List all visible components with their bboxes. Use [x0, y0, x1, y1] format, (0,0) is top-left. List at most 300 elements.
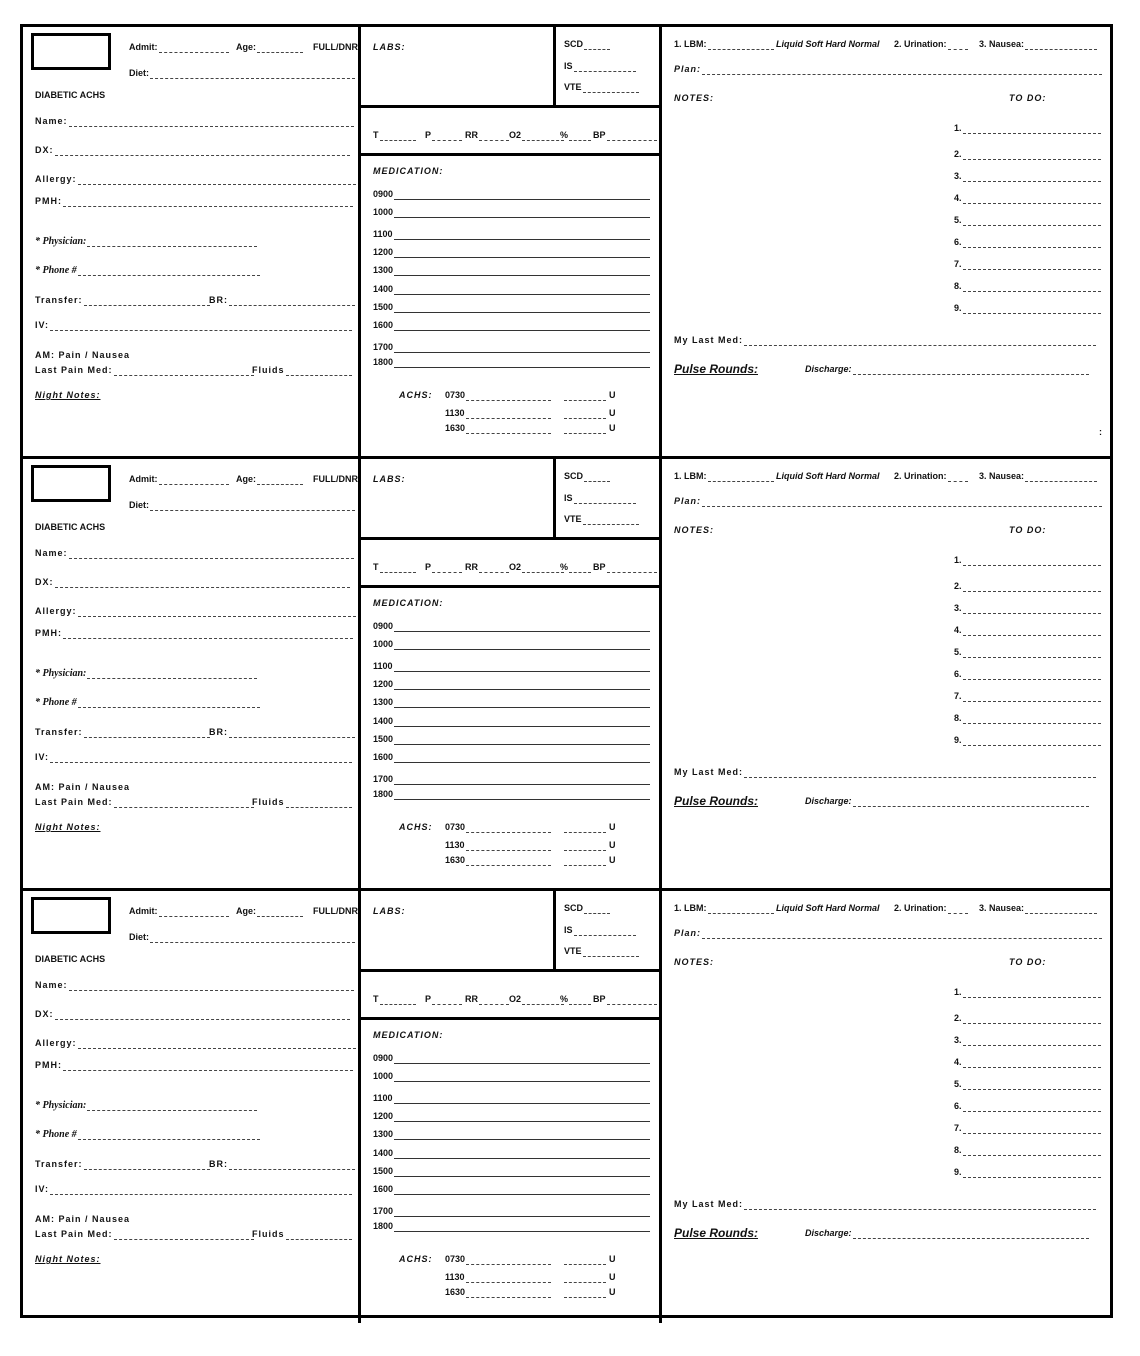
plan-field-blank-line[interactable]: [702, 498, 1102, 507]
medication-time-row-label: 1600: [373, 320, 394, 330]
medication-time-row-blank-line[interactable]: [394, 286, 650, 295]
todo-item: [954, 1145, 1101, 1156]
name-field-blank-line[interactable]: [69, 982, 354, 991]
temp-field-blank-line[interactable]: [380, 132, 416, 141]
achs-time-row-blank-line[interactable]: [466, 1289, 551, 1298]
bp-field-label: BP: [593, 994, 606, 1004]
todo-item: [954, 603, 1101, 614]
achs-label-label: ACHS:: [399, 390, 433, 400]
medication-time-row-blank-line[interactable]: [394, 344, 650, 353]
scd-field-label: SCD: [564, 903, 584, 913]
transfer-field-label: Transfer:: [35, 727, 83, 737]
vte-field-blank-line[interactable]: [583, 948, 639, 957]
patient-info-panel: [23, 459, 361, 891]
diabetic-achs-label-label: DIABETIC ACHS: [35, 90, 106, 100]
diet-field-label: Diet:: [129, 68, 149, 78]
todo-item-blank-line[interactable]: [963, 605, 1101, 614]
achs-time-row-blank-line[interactable]: [466, 425, 551, 434]
lbm-field-blank-line[interactable]: [708, 41, 774, 50]
notes-label-label: NOTES:: [674, 957, 715, 967]
is-field-label: IS: [564, 493, 573, 503]
o2-field-label: O2: [509, 562, 522, 572]
todo-item-blank-line[interactable]: [963, 1147, 1101, 1156]
units-blank-line[interactable]: [564, 392, 606, 401]
discharge-field-blank-line[interactable]: [853, 1230, 1089, 1239]
transfer-field-blank-line[interactable]: [84, 729, 210, 738]
room-number-box[interactable]: [31, 33, 111, 70]
labs-medication-panel: [361, 27, 662, 459]
vte-field-blank-line[interactable]: [583, 516, 639, 525]
stool-options: [776, 903, 880, 914]
dx-field-blank-line[interactable]: [55, 1011, 350, 1020]
achs-time-row-blank-line[interactable]: [466, 1274, 551, 1283]
units-blank-line[interactable]: [564, 824, 606, 833]
diet-field-blank-line[interactable]: [150, 502, 355, 511]
todo-item-label: 3.: [954, 171, 962, 181]
rr-field: [465, 130, 509, 141]
medication-time-row-label: 1200: [373, 247, 394, 257]
todo-label-label: TO DO:: [1009, 525, 1047, 535]
allergy-field: [35, 174, 356, 185]
todo-item-label: 1.: [954, 123, 962, 133]
todo-item-blank-line[interactable]: [963, 557, 1101, 566]
medication-time-row-blank-line[interactable]: [394, 1073, 650, 1082]
admit-field: [129, 906, 229, 917]
medication-time-row-blank-line[interactable]: [394, 1208, 650, 1217]
pmh-field: [35, 1060, 353, 1071]
todo-item-blank-line[interactable]: [963, 583, 1101, 592]
medication-time-row-blank-line[interactable]: [394, 1168, 650, 1177]
stool-options-label: Liquid Soft Hard Normal: [776, 471, 880, 481]
medication-time-row-blank-line[interactable]: [394, 1150, 650, 1159]
todo-item-label: 9.: [954, 1167, 962, 1177]
room-number-box[interactable]: [31, 465, 111, 502]
todo-item-blank-line[interactable]: [963, 693, 1101, 702]
todo-item: [954, 303, 1101, 314]
phone-field-label: * Phone #: [35, 697, 77, 708]
br-field-blank-line[interactable]: [229, 297, 355, 306]
discharge-field: [805, 364, 1089, 375]
o2-field-blank-line[interactable]: [522, 132, 564, 141]
br-field: [209, 727, 355, 738]
medication-time-row-label: 1000: [373, 1071, 394, 1081]
medication-time-row-label: 0900: [373, 1053, 394, 1063]
todo-item-blank-line[interactable]: [963, 173, 1101, 182]
night-notes-label: [35, 822, 101, 833]
br-field-blank-line[interactable]: [229, 729, 355, 738]
insulin-units-field-label: U: [609, 390, 616, 400]
diet-field: [129, 68, 355, 79]
temp-field: [373, 130, 416, 141]
lbm-field-blank-line[interactable]: [708, 473, 774, 482]
night-notes-label-label: Night Notes:: [35, 822, 101, 832]
patient-info-panel: [23, 891, 361, 1323]
pmh-field: [35, 196, 353, 207]
transfer-field-blank-line[interactable]: [84, 297, 210, 306]
insulin-units-field-label: U: [609, 855, 616, 865]
todo-item: [954, 581, 1101, 592]
todo-item-label: 4.: [954, 1057, 962, 1067]
medication-time-row-blank-line[interactable]: [394, 359, 650, 368]
medication-time-row-blank-line[interactable]: [394, 681, 650, 690]
plan-field-blank-line[interactable]: [702, 930, 1102, 939]
medication-time-row: [373, 1129, 650, 1140]
allergy-field-label: Allergy:: [35, 606, 77, 616]
pulse-rounds-label: [674, 364, 758, 375]
bp-field-blank-line[interactable]: [607, 564, 657, 573]
medication-time-row-blank-line[interactable]: [394, 304, 650, 313]
todo-item-label: 5.: [954, 647, 962, 657]
o2-field: [509, 130, 564, 141]
medication-time-row: [373, 247, 650, 258]
todo-item: [954, 691, 1101, 702]
allergy-field-blank-line[interactable]: [78, 1040, 356, 1049]
plan-field-blank-line[interactable]: [702, 66, 1102, 75]
medication-time-row-blank-line[interactable]: [394, 623, 650, 632]
admit-field: [129, 42, 229, 53]
todo-item-label: 7.: [954, 1123, 962, 1133]
medication-time-row-blank-line[interactable]: [394, 776, 650, 785]
medication-time-row-blank-line[interactable]: [394, 791, 650, 800]
todo-item-label: 2.: [954, 149, 962, 159]
lbm-field: [674, 39, 774, 50]
todo-item-label: 2.: [954, 1013, 962, 1023]
todo-item-blank-line[interactable]: [963, 1081, 1101, 1090]
admit-field-blank-line[interactable]: [159, 476, 229, 485]
achs-time-row-blank-line[interactable]: [466, 824, 551, 833]
todo-item-blank-line[interactable]: [963, 151, 1101, 160]
fluids-field-blank-line[interactable]: [286, 799, 352, 808]
medication-time-row-blank-line[interactable]: [394, 663, 650, 672]
plan-field: [674, 928, 1102, 939]
scd-field-blank-line[interactable]: [584, 41, 610, 50]
plan-field-label: Plan:: [674, 496, 702, 506]
medication-time-row-blank-line[interactable]: [394, 1223, 650, 1232]
units-blank-line[interactable]: [564, 410, 606, 419]
my-last-med-field-blank-line[interactable]: [744, 337, 1096, 346]
is-field-blank-line[interactable]: [574, 495, 636, 504]
admit-field-blank-line[interactable]: [159, 44, 229, 53]
todo-item-label: 4.: [954, 625, 962, 635]
units-blank-line[interactable]: [564, 857, 606, 866]
achs-time-row-blank-line[interactable]: [466, 857, 551, 866]
o2-field-blank-line[interactable]: [522, 996, 564, 1005]
admit-field-blank-line[interactable]: [159, 908, 229, 917]
iv-field-blank-line[interactable]: [50, 754, 352, 763]
prophylaxis-box: [556, 891, 662, 972]
physician-field-blank-line[interactable]: [87, 238, 257, 247]
todo-item-blank-line[interactable]: [963, 1059, 1101, 1068]
medication-time-row: [373, 342, 650, 353]
scd-field: [564, 471, 610, 482]
medication-time-row-label: 1200: [373, 1111, 394, 1121]
pmh-field-blank-line[interactable]: [63, 630, 353, 639]
medication-time-row-blank-line[interactable]: [394, 209, 650, 218]
vte-field: [564, 946, 639, 957]
medication-time-row-blank-line[interactable]: [394, 718, 650, 727]
medication-time-row-blank-line[interactable]: [394, 699, 650, 708]
discharge-field: [805, 796, 1089, 807]
night-notes-label-label: Night Notes:: [35, 390, 101, 400]
phone-field: [35, 265, 260, 276]
nausea-field-blank-line[interactable]: [1025, 905, 1097, 914]
name-field-blank-line[interactable]: [69, 550, 354, 559]
medication-time-row-blank-line[interactable]: [394, 754, 650, 763]
todo-label-label: TO DO:: [1009, 93, 1047, 103]
medication-time-row-blank-line[interactable]: [394, 322, 650, 331]
achs-label: [399, 822, 433, 833]
medication-time-row-label: 1000: [373, 207, 394, 217]
medication-time-row: [373, 621, 650, 632]
urination-field-blank-line[interactable]: [948, 905, 968, 914]
todo-item-blank-line[interactable]: [963, 737, 1101, 746]
medication-time-row-blank-line[interactable]: [394, 249, 650, 258]
age-field-blank-line[interactable]: [257, 476, 303, 485]
pmh-field-blank-line[interactable]: [63, 198, 353, 207]
achs-time-row-blank-line[interactable]: [466, 410, 551, 419]
phone-field-label: * Phone #: [35, 265, 77, 276]
todo-item-blank-line[interactable]: [963, 627, 1101, 636]
medication-time-row-blank-line[interactable]: [394, 1131, 650, 1140]
units-blank-line[interactable]: [564, 1274, 606, 1283]
pmh-field-label: PMH:: [35, 628, 62, 638]
physician-field: [35, 1100, 257, 1111]
todo-item-blank-line[interactable]: [963, 305, 1101, 314]
physician-field-blank-line[interactable]: [87, 1102, 257, 1111]
iv-field-blank-line[interactable]: [50, 322, 352, 331]
todo-item: [954, 1013, 1101, 1024]
pmh-field-blank-line[interactable]: [63, 1062, 353, 1071]
units-blank-line[interactable]: [564, 1289, 606, 1298]
dx-field-label: DX:: [35, 1009, 54, 1019]
code-status-label: FULL/DNR: [313, 906, 358, 916]
rr-field-blank-line[interactable]: [479, 996, 509, 1005]
iv-field-blank-line[interactable]: [50, 1186, 352, 1195]
last-pain-med-field-blank-line[interactable]: [114, 799, 254, 808]
todo-item-blank-line[interactable]: [963, 989, 1101, 998]
lbm-field: [674, 903, 774, 914]
todo-item: [954, 1079, 1101, 1090]
fluids-field-blank-line[interactable]: [286, 367, 352, 376]
todo-item-label: 2.: [954, 581, 962, 591]
insulin-units-field-label: U: [609, 840, 616, 850]
medication-time-row-blank-line[interactable]: [394, 1055, 650, 1064]
bp-field-blank-line[interactable]: [607, 996, 657, 1005]
todo-item-blank-line[interactable]: [963, 261, 1101, 270]
physician-field-label: * Physician:: [35, 668, 87, 679]
todo-item: [954, 987, 1101, 998]
phone-field-blank-line[interactable]: [78, 1131, 260, 1140]
todo-item-blank-line[interactable]: [963, 239, 1101, 248]
medication-time-row-blank-line[interactable]: [394, 736, 650, 745]
units-blank-line[interactable]: [564, 842, 606, 851]
medication-time-row-blank-line[interactable]: [394, 191, 650, 200]
diet-field-blank-line[interactable]: [150, 70, 355, 79]
my-last-med-field-label: My Last Med:: [674, 335, 744, 345]
insulin-units-field-label: U: [609, 822, 616, 832]
is-field: [564, 925, 636, 936]
scd-field: [564, 903, 610, 914]
medication-time-row-blank-line[interactable]: [394, 1113, 650, 1122]
medication-time-row-label: 1300: [373, 697, 394, 707]
dx-field: [35, 145, 350, 156]
todo-item-blank-line[interactable]: [963, 671, 1101, 680]
rr-field-blank-line[interactable]: [479, 132, 509, 141]
diet-field-blank-line[interactable]: [150, 934, 355, 943]
vte-field-label: VTE: [564, 82, 582, 92]
urination-field-blank-line[interactable]: [948, 41, 968, 50]
todo-label: [1009, 525, 1046, 536]
achs-time-row: [445, 822, 551, 833]
age-field-blank-line[interactable]: [257, 44, 303, 53]
scd-field-blank-line[interactable]: [584, 905, 610, 914]
age-field-blank-line[interactable]: [257, 908, 303, 917]
discharge-field-blank-line[interactable]: [853, 798, 1089, 807]
todo-item-blank-line[interactable]: [963, 649, 1101, 658]
temp-field: [373, 994, 416, 1005]
units-blank-line[interactable]: [564, 425, 606, 434]
todo-item: [954, 259, 1101, 270]
urination-field: [894, 903, 968, 914]
notes-panel: [662, 459, 1110, 891]
rr-field-blank-line[interactable]: [479, 564, 509, 573]
nausea-field-label: 3. Nausea:: [979, 903, 1025, 913]
discharge-field-blank-line[interactable]: [853, 366, 1089, 375]
physician-field: [35, 668, 257, 679]
night-notes-label-label: Night Notes:: [35, 1254, 101, 1264]
medication-time-row-blank-line[interactable]: [394, 267, 650, 276]
medication-time-row-blank-line[interactable]: [394, 1095, 650, 1104]
rr-field-label: RR: [465, 994, 478, 1004]
todo-item-label: 8.: [954, 713, 962, 723]
pulse-rounds-label-label: Pulse Rounds:: [674, 362, 759, 376]
todo-item-blank-line[interactable]: [963, 1037, 1101, 1046]
todo-item-blank-line[interactable]: [963, 217, 1101, 226]
dx-field-label: DX:: [35, 145, 54, 155]
pmh-field-label: PMH:: [35, 1060, 62, 1070]
dx-field-blank-line[interactable]: [55, 147, 350, 156]
o2-percent-field-blank-line[interactable]: [569, 564, 591, 573]
vitals-box: [361, 972, 662, 1020]
medication-time-row: [373, 189, 650, 200]
vte-field-blank-line[interactable]: [583, 84, 639, 93]
todo-item-blank-line[interactable]: [963, 1015, 1101, 1024]
todo-item-blank-line[interactable]: [963, 715, 1101, 724]
pulse-field-blank-line[interactable]: [432, 564, 462, 573]
pulse-field-blank-line[interactable]: [432, 996, 462, 1005]
last-pain-med-field-blank-line[interactable]: [114, 367, 254, 376]
physician-field-label: * Physician:: [35, 1100, 87, 1111]
achs-time-row-blank-line[interactable]: [466, 842, 551, 851]
medication-time-row: [373, 774, 650, 785]
last-pain-med-field: [35, 797, 254, 808]
vte-field: [564, 514, 639, 525]
room-number-box[interactable]: [31, 897, 111, 934]
medication-time-row: [373, 1148, 650, 1159]
todo-item-blank-line[interactable]: [963, 195, 1101, 204]
iv-field-label: IV:: [35, 320, 50, 330]
medication-time-row-blank-line[interactable]: [394, 641, 650, 650]
my-last-med-field-blank-line[interactable]: [744, 769, 1096, 778]
achs-time-row-blank-line[interactable]: [466, 392, 551, 401]
fluids-field-blank-line[interactable]: [286, 1231, 352, 1240]
notes-label: [674, 957, 714, 968]
todo-item-blank-line[interactable]: [963, 125, 1101, 134]
o2-field-label: O2: [509, 994, 522, 1004]
rr-field: [465, 562, 509, 573]
o2-percent-field-blank-line[interactable]: [569, 132, 591, 141]
temp-field: [373, 562, 416, 573]
my-last-med-field-blank-line[interactable]: [744, 1201, 1096, 1210]
scd-field-blank-line[interactable]: [584, 473, 610, 482]
is-field-blank-line[interactable]: [574, 63, 636, 72]
br-field-blank-line[interactable]: [229, 1161, 355, 1170]
achs-time-row-label: 1130: [445, 840, 465, 850]
temp-field-blank-line[interactable]: [380, 564, 416, 573]
todo-item: [954, 625, 1101, 636]
urination-field-blank-line[interactable]: [948, 473, 968, 482]
medication-time-row: [373, 661, 650, 672]
insulin-units-field: [563, 855, 616, 866]
lbm-field-blank-line[interactable]: [708, 905, 774, 914]
todo-item-label: 6.: [954, 1101, 962, 1111]
last-pain-med-field-label: Last Pain Med:: [35, 1229, 113, 1239]
pulse-field-label: P: [425, 562, 432, 572]
phone-field-blank-line[interactable]: [78, 267, 260, 276]
phone-field: [35, 1129, 260, 1140]
todo-item-blank-line[interactable]: [963, 283, 1101, 292]
allergy-field-blank-line[interactable]: [78, 608, 356, 617]
fluids-field: [252, 365, 352, 376]
pulse-field-blank-line[interactable]: [432, 132, 462, 141]
is-field: [564, 61, 636, 72]
medication-box: [361, 156, 662, 459]
temp-field-label: T: [373, 994, 379, 1004]
units-blank-line[interactable]: [564, 1256, 606, 1265]
medication-time-row-blank-line[interactable]: [394, 231, 650, 240]
transfer-field-blank-line[interactable]: [84, 1161, 210, 1170]
allergy-field-blank-line[interactable]: [78, 176, 356, 185]
pulse-rounds-label-label: Pulse Rounds:: [674, 1226, 759, 1240]
medication-time-row: [373, 752, 650, 763]
phone-field-blank-line[interactable]: [78, 699, 260, 708]
code-status: [313, 906, 358, 917]
physician-field-blank-line[interactable]: [87, 670, 257, 679]
medication-time-row-blank-line[interactable]: [394, 1186, 650, 1195]
is-field-blank-line[interactable]: [574, 927, 636, 936]
nausea-field-blank-line[interactable]: [1025, 41, 1097, 50]
achs-time-row: [445, 390, 551, 401]
last-pain-med-field-blank-line[interactable]: [114, 1231, 254, 1240]
todo-item: [954, 555, 1101, 566]
achs-time-row-blank-line[interactable]: [466, 1256, 551, 1265]
nausea-field-blank-line[interactable]: [1025, 473, 1097, 482]
name-field-blank-line[interactable]: [69, 118, 354, 127]
bp-field-blank-line[interactable]: [607, 132, 657, 141]
todo-item-blank-line[interactable]: [963, 1103, 1101, 1112]
insulin-units-field: [563, 423, 616, 434]
o2-field-blank-line[interactable]: [522, 564, 564, 573]
temp-field-blank-line[interactable]: [380, 996, 416, 1005]
phone-field: [35, 697, 260, 708]
dx-field-blank-line[interactable]: [55, 579, 350, 588]
my-last-med-field-label: My Last Med:: [674, 767, 744, 777]
notes-label: [674, 525, 714, 536]
todo-item-blank-line[interactable]: [963, 1125, 1101, 1134]
todo-item-blank-line[interactable]: [963, 1169, 1101, 1178]
todo-label-label: TO DO:: [1009, 957, 1047, 967]
o2-percent-field-blank-line[interactable]: [569, 996, 591, 1005]
